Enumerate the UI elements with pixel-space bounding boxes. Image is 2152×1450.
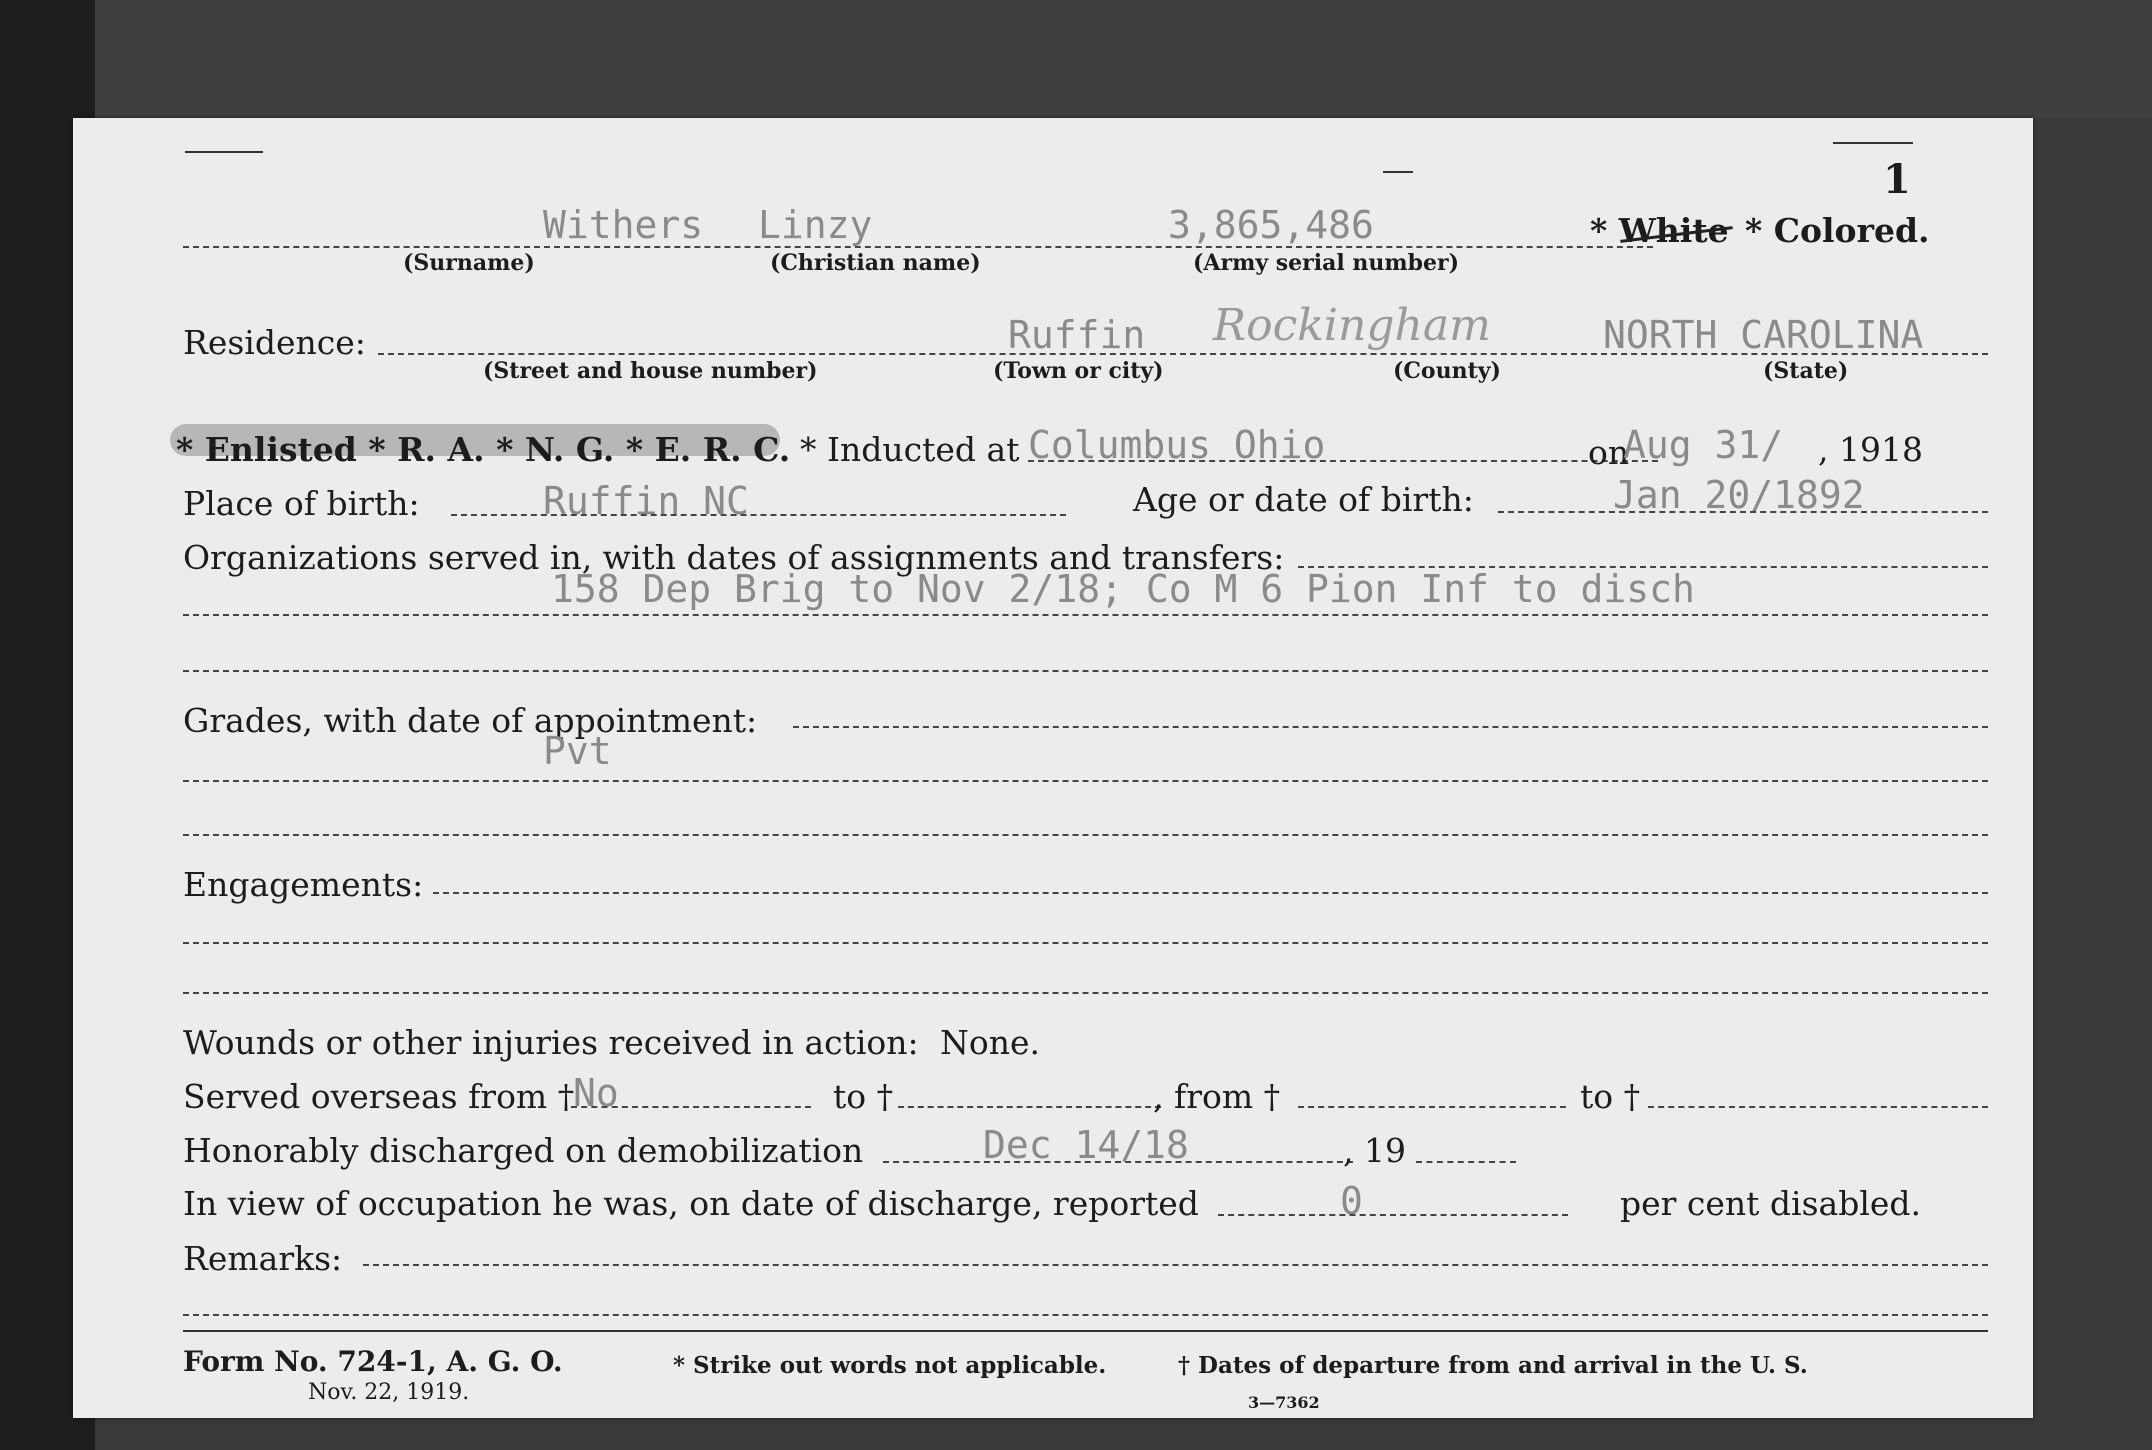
footnote-dates: † Dates of departure from and arrival in the U. S. bbox=[1178, 1352, 1808, 1379]
county-caption: (County) bbox=[1393, 358, 1501, 384]
inducted-date-value: Aug 31/ bbox=[1623, 423, 1784, 467]
birth-date-line bbox=[1498, 511, 1988, 513]
wounds-label: Wounds or other injuries received in action: bbox=[183, 1023, 919, 1062]
christian-name-caption: (Christian name) bbox=[770, 250, 981, 276]
top-right-rule bbox=[1833, 142, 1913, 144]
disability-value: 0 bbox=[1340, 1179, 1363, 1223]
birth-place-label: Place of birth: bbox=[183, 484, 420, 523]
inducted-on-label: on bbox=[1588, 433, 1630, 472]
name-line bbox=[183, 246, 1653, 248]
form-number: Form No. 724-1, A. G. O. bbox=[183, 1345, 563, 1378]
form-date: Nov. 22, 1919. bbox=[308, 1380, 470, 1405]
organizations-line-3 bbox=[183, 670, 1988, 672]
residence-town-value: Ruffin bbox=[1008, 313, 1146, 357]
inducted-label: * Inducted at bbox=[800, 430, 1020, 469]
birth-date-label: Age or date of birth: bbox=[1133, 480, 1474, 519]
inducted-place-value: Columbus Ohio bbox=[1028, 423, 1326, 467]
overseas-to2-label: to † bbox=[1580, 1077, 1641, 1116]
discharge-line bbox=[883, 1161, 1353, 1163]
overseas-from2-label: , from † bbox=[1153, 1077, 1281, 1116]
organizations-value: 158 Dep Brig to Nov 2/18; Co M 6 Pion Inf to disch bbox=[551, 567, 1695, 611]
inducted-place-line bbox=[1028, 460, 1658, 462]
disability-suffix: per cent disabled. bbox=[1620, 1184, 1922, 1223]
discharge-date-value: Dec 14/18 bbox=[983, 1123, 1189, 1167]
remarks-line-1 bbox=[363, 1264, 1988, 1266]
overseas-value: No bbox=[573, 1071, 619, 1115]
discharge-year-line bbox=[1416, 1161, 1516, 1163]
surname-caption: (Surname) bbox=[403, 250, 535, 276]
enlisted-options: * Enlisted * R. A. * N. G. * E. R. C. bbox=[176, 430, 791, 469]
dark-background-top bbox=[95, 0, 2152, 118]
footnote-strike-out: * Strike out words not applicable. bbox=[673, 1352, 1107, 1379]
engagements-line-1 bbox=[433, 892, 1988, 894]
residence-county-value: Rockingham bbox=[1213, 300, 1491, 351]
service-record-card bbox=[73, 118, 2033, 1418]
organizations-line-2 bbox=[183, 614, 1988, 616]
discharge-year: , 19 bbox=[1343, 1131, 1406, 1170]
disability-line bbox=[1218, 1214, 1568, 1216]
engagements-label: Engagements: bbox=[183, 865, 424, 904]
disability-label: In view of occupation he was, on date of discharge, reported bbox=[183, 1184, 1199, 1223]
print-code: 3—7362 bbox=[1248, 1393, 1320, 1412]
street-caption: (Street and house number) bbox=[483, 358, 818, 384]
top-center-tick bbox=[1383, 171, 1413, 173]
card-number: 1 bbox=[1883, 156, 1911, 203]
inducted-year: , 1918 bbox=[1818, 430, 1923, 469]
christian-name-value: Linzy bbox=[758, 203, 873, 247]
grades-line-1 bbox=[793, 726, 1988, 728]
serial-number-value: 3,865,486 bbox=[1168, 203, 1374, 247]
engagements-line-2 bbox=[183, 942, 1988, 944]
overseas-from-line bbox=[571, 1106, 811, 1108]
residence-line bbox=[378, 353, 1988, 355]
serial-caption: (Army serial number) bbox=[1193, 250, 1460, 276]
town-caption: (Town or city) bbox=[993, 358, 1164, 384]
birth-place-value: Ruffin NC bbox=[543, 479, 749, 523]
grades-value: Pvt bbox=[543, 729, 612, 773]
discharge-label: Honorably discharged on demobilization bbox=[183, 1131, 864, 1170]
race-white-option: * White bbox=[1590, 211, 1729, 250]
surname-value: Withers bbox=[543, 203, 704, 247]
residence-state-value: NORTH CAROLINA bbox=[1603, 313, 1924, 357]
grades-line-2 bbox=[183, 780, 1988, 782]
overseas-label: Served overseas from † bbox=[183, 1077, 575, 1116]
organizations-label: Organizations served in, with dates of assignments and transfers: bbox=[183, 538, 1285, 577]
overseas-to2-line bbox=[1648, 1106, 1988, 1108]
residence-label: Residence: bbox=[183, 323, 366, 362]
footer-rule bbox=[183, 1330, 1988, 1332]
grades-label: Grades, with date of appointment: bbox=[183, 701, 758, 740]
top-left-rule bbox=[185, 151, 263, 153]
grades-line-3 bbox=[183, 834, 1988, 836]
remarks-label: Remarks: bbox=[183, 1239, 343, 1278]
remarks-line-2 bbox=[183, 1314, 1988, 1316]
state-caption: (State) bbox=[1763, 358, 1849, 384]
engagements-line-3 bbox=[183, 992, 1988, 994]
overseas-to-label: to † bbox=[833, 1077, 894, 1116]
birth-date-value: Jan 20/1892 bbox=[1613, 473, 1865, 517]
race-colored-option: * Colored. bbox=[1745, 211, 1930, 250]
wounds-value: None. bbox=[940, 1023, 1041, 1062]
overseas-to-line bbox=[898, 1106, 1161, 1108]
overseas-from2-line bbox=[1298, 1106, 1566, 1108]
birth-place-line bbox=[451, 514, 1066, 516]
